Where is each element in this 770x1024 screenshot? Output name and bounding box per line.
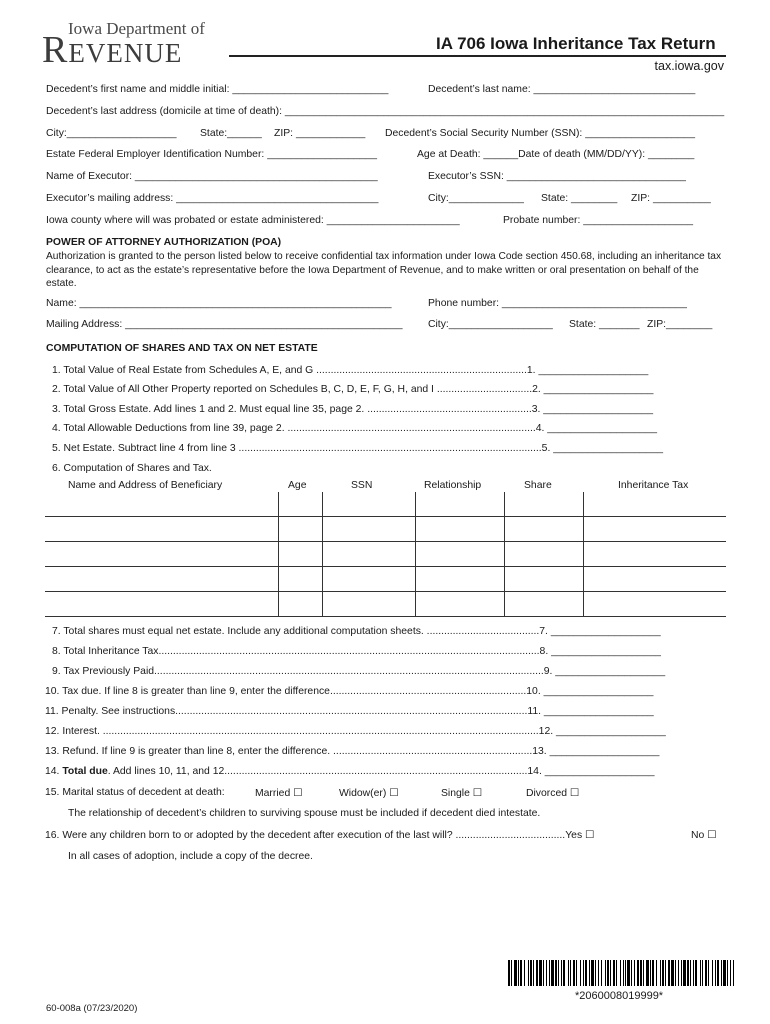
line-12[interactable]: 12. Interest. .......................................................................................................................................................12. ___________________ — [45, 726, 666, 737]
table-row — [45, 542, 726, 567]
table-cell[interactable] — [583, 517, 726, 542]
beneficiary-table — [45, 492, 726, 617]
single-checkbox[interactable]: Single ☐ — [441, 788, 483, 799]
table-cell[interactable] — [583, 492, 726, 517]
county-field[interactable]: Iowa county where will was probated or estate administered: _______________________ — [46, 215, 460, 226]
barcode-bar — [734, 960, 737, 986]
table-cell[interactable] — [504, 542, 583, 567]
executor-zip-field[interactable]: ZIP: __________ — [631, 193, 711, 204]
decedent-zip-field[interactable]: ZIP: ____________ — [274, 128, 366, 139]
table-cell[interactable] — [45, 517, 278, 542]
col-inheritance-tax: Inheritance Tax — [618, 480, 689, 491]
line-4[interactable]: 4. Total Allowable Deductions from line 39, page 2. ......................................................................................4. ___________________ — [52, 423, 658, 434]
table-cell[interactable] — [278, 592, 322, 617]
col-share: Share — [524, 480, 552, 491]
table-cell[interactable] — [504, 517, 583, 542]
executor-ssn-field[interactable]: Executor’s SSN: _______________________________ — [428, 171, 686, 182]
table-cell[interactable] — [583, 567, 726, 592]
table-cell[interactable] — [322, 517, 415, 542]
table-cell[interactable] — [45, 592, 278, 617]
col-age: Age — [288, 480, 307, 491]
line-16-note: In all cases of adoption, include a copy of the decree. — [68, 851, 313, 862]
line-5[interactable]: 5. Net Estate. Subtract line 4 from line 3 .........................................................................................................5. ___________________ — [52, 443, 664, 454]
table-cell[interactable] — [504, 567, 583, 592]
table-cell[interactable] — [322, 542, 415, 567]
widow-checkbox[interactable]: Widow(er) ☐ — [339, 788, 399, 799]
poa-paragraph: Authorization is granted to the person listed below to receive confidential tax information under Iowa Code section 450.68, including an inheritance tax clearance, to act as the estate’s representative before the Iowa Department of Revenue, and to make written or oral presentation on behalf of the estate. — [46, 251, 722, 290]
decedent-ssn-field[interactable]: Decedent’s Social Security Number (SSN): ___________________ — [385, 128, 695, 139]
line-6: 6. Computation of Shares and Tax. — [52, 463, 212, 474]
table-row — [45, 567, 726, 592]
barcode-text: *2060008019999* — [575, 990, 664, 1002]
decedent-address-field[interactable]: Decedent’s last address (domicile at time of death): ____________________________________________________________________________ — [46, 106, 725, 117]
table-cell[interactable] — [415, 567, 504, 592]
line-16-yes[interactable]: 16. Were any children born to or adopted by the decedent after execution of the last will? ......................................Yes ☐ — [45, 830, 595, 841]
table-cell[interactable] — [45, 492, 278, 517]
table-cell[interactable] — [583, 542, 726, 567]
line-7[interactable]: 7. Total shares must equal net estate. Include any additional computation sheets. .......................................7. ___________________ — [52, 626, 661, 637]
table-cell[interactable] — [504, 492, 583, 517]
poa-state-field[interactable]: State: _______ — [569, 319, 640, 330]
executor-city-field[interactable]: City:_____________ — [428, 193, 524, 204]
table-cell[interactable] — [322, 592, 415, 617]
logo-top-text: Iowa Department of — [68, 19, 205, 38]
decedent-city-field[interactable]: City:___________________ — [46, 128, 177, 139]
table-cell[interactable] — [415, 517, 504, 542]
form-number: 60-008a (07/23/2020) — [46, 1003, 138, 1014]
table-cell[interactable] — [322, 492, 415, 517]
table-cell[interactable] — [504, 592, 583, 617]
logo-r: R — [42, 29, 69, 71]
executor-state-field[interactable]: State: ________ — [541, 193, 618, 204]
logo-rest: EVENUE — [68, 38, 183, 68]
line-11[interactable]: 11. Penalty. See instructions..........................................................................................................................11. ___________________ — [45, 706, 654, 717]
table-cell[interactable] — [278, 567, 322, 592]
table-cell[interactable] — [278, 517, 322, 542]
table-row — [45, 517, 726, 542]
poa-city-field[interactable]: City:__________________ — [428, 319, 553, 330]
executor-name-field[interactable]: Name of Executor: __________________________________________ — [46, 171, 378, 182]
total-due-label: Total due — [62, 766, 108, 777]
col-beneficiary: Name and Address of Beneficiary — [68, 480, 223, 491]
line-1[interactable]: 1. Total Value of Real Estate from Schedules A, E, and G .........................................................................1. ___________________ — [52, 365, 649, 376]
table-cell[interactable] — [278, 542, 322, 567]
married-checkbox[interactable]: Married ☐ — [255, 788, 303, 799]
table-cell[interactable] — [322, 567, 415, 592]
line-13[interactable]: 13. Refund. If line 9 is greater than line 8, enter the difference. .....................................................................13. ___________________ — [45, 746, 660, 757]
line-14-rest: . Add lines 10, 11, and 12.........................................................................................................14. ___________________ — [107, 766, 655, 777]
decedent-first-name-field[interactable]: Decedent’s first name and middle initial: ___________________________ — [46, 84, 389, 95]
table-cell[interactable] — [45, 567, 278, 592]
line-2[interactable]: 2. Total Value of All Other Property reported on Schedules B, C, D, E, F, G, H, and I .................................2. ___________________ — [52, 384, 654, 395]
poa-zip-field[interactable]: ZIP:________ — [647, 319, 713, 330]
estate-fein-field[interactable]: Estate Federal Employer Identification Number: ___________________ — [46, 149, 377, 160]
line-8[interactable]: 8. Total Inheritance Tax....................................................................................................................................8. ___________________ — [52, 646, 661, 657]
table-row — [45, 592, 726, 617]
executor-address-field[interactable]: Executor’s mailing address: ___________________________________ — [46, 193, 379, 204]
table-cell[interactable] — [415, 492, 504, 517]
decedent-state-field[interactable]: State:______ — [200, 128, 262, 139]
title-rule — [229, 55, 726, 57]
poa-mailing-address-field[interactable]: Mailing Address: ________________________________________________ — [46, 319, 403, 330]
probate-number-field[interactable]: Probate number: ___________________ — [503, 215, 694, 226]
age-date-of-death-field[interactable]: Age at Death: ______Date of death (MM/DD/YY): ________ — [417, 149, 695, 160]
poa-name-field[interactable]: Name: ______________________________________________________ — [46, 298, 392, 309]
table-row — [45, 492, 726, 517]
poa-heading: POWER OF ATTORNEY AUTHORIZATION (POA) — [46, 237, 282, 248]
line-15: 15. Marital status of decedent at death: — [45, 787, 225, 798]
barcode — [508, 960, 737, 986]
col-ssn: SSN — [351, 480, 373, 491]
line-9[interactable]: 9. Tax Previously Paid.......................................................................................................................................9. ___________________ — [52, 666, 666, 677]
line-10[interactable]: 10. Tax due. If line 8 is greater than line 9, enter the difference....................................................................10. ___________________ — [45, 686, 654, 697]
logo-revenue — [42, 28, 182, 72]
form-title: IA 706 Iowa Inheritance Tax Return — [436, 34, 716, 53]
line-16-no[interactable]: No ☐ — [691, 830, 717, 841]
table-cell[interactable] — [45, 542, 278, 567]
table-cell[interactable] — [278, 492, 322, 517]
computation-heading: COMPUTATION OF SHARES AND TAX ON NET ESTATE — [46, 343, 318, 354]
divorced-checkbox[interactable]: Divorced ☐ — [526, 788, 580, 799]
website: tax.iowa.gov — [654, 59, 724, 73]
table-cell[interactable] — [415, 592, 504, 617]
col-relationship: Relationship — [424, 480, 482, 491]
table-cell[interactable] — [583, 592, 726, 617]
table-cell[interactable] — [415, 542, 504, 567]
poa-phone-field[interactable]: Phone number: ________________________________ — [428, 298, 687, 309]
decedent-last-name-field[interactable]: Decedent’s last name: ____________________________ — [428, 84, 696, 95]
line-3[interactable]: 3. Total Gross Estate. Add lines 1 and 2. Must equal line 35, page 2. .........................................................3. ___________________ — [52, 404, 654, 415]
line-15-note: The relationship of decedent’s children to surviving spouse must be included if decedent died intestate. — [68, 808, 541, 819]
line-14[interactable]: 14. Total due. Add lines 10, 11, and 12.........................................................................................................14. ___________________ — [45, 766, 655, 777]
